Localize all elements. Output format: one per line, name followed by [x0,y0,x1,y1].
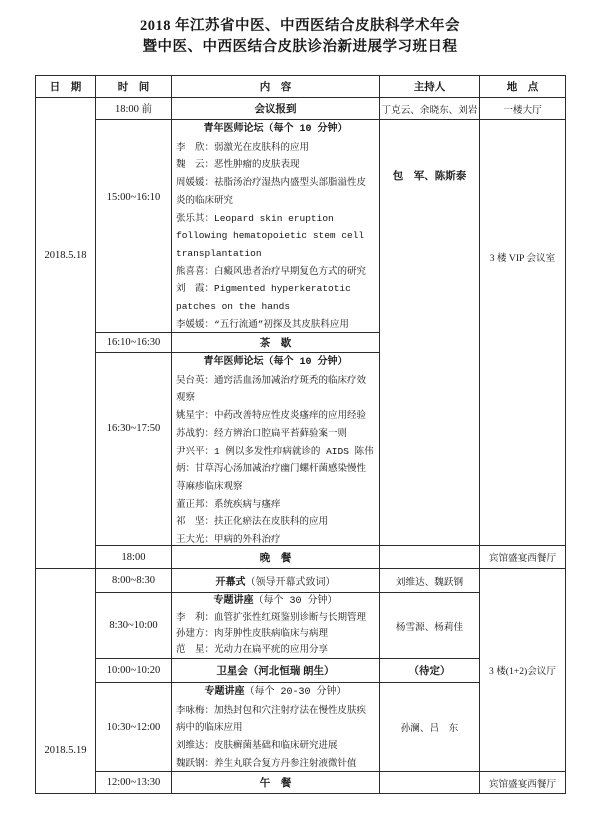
content-entry: 李 利：血管扩张性红斑鉴别诊断与长期管理 [176,612,367,623]
lecture2-title: 专题讲座（每个 20-30 分钟） [204,687,347,698]
time-cell-registration: 18:00 前 [96,98,172,120]
opening-subtitle: （领导开幕式致词） [245,577,336,588]
content-entry: 熊喜喜：白癜风患者治疗早期复色方式的研究 [176,265,367,277]
header-cell-time: 时 间 [96,76,172,98]
content-entry: 李咏梅：加热封包和穴注射疗法在慢性皮肤疾病中的临床应用 [176,704,367,734]
content-cell-tea: 茶 歇 [172,333,380,353]
time-cell-forum2: 16:30~17:50 [96,353,172,546]
content-cell-opening [172,569,380,593]
content-cell-lecture2 [172,683,380,772]
location-cell-lunch: 宾馆盛宴西餐厅 [480,772,566,794]
lecture1-title: 专题讲座（每个 30 分钟） [213,596,338,607]
content-entry: 魏 云：恶性肿瘤的皮肤表现 [176,159,300,171]
header-cell-date: 日 期 [36,76,96,98]
host-cell-forum-block: 包 军、陈斯泰 [380,120,480,546]
location-cell-day2-block: 3 楼(1+2)会议厅 [480,569,566,772]
opening-title: 开幕式 [215,577,246,588]
time-cell-satellite: 10:00~10:20 [96,659,172,683]
content-entry: 张乐其：Leopard skin eruption following hematopoietic stem cell transplantation [176,212,365,259]
lecture1-entries [176,610,375,658]
content-entry: 魏跃钢：养生丸联合复方丹参注射液微针值 [176,757,357,769]
content-entry: 刘维达：皮肤癣菌基础和临床研究进展 [176,740,338,752]
host-cell-lecture1: 杨雪源、杨莉佳 [380,593,480,659]
content-cell-lecture1 [172,593,380,659]
location-cell-dinner: 宾馆盛宴西餐厅 [480,546,566,569]
content-entry: 苏战豹：经方辨治口腔扁平苔藓验案一则 [176,427,348,439]
content-entry: 董正邦：系统疾病与瘙痒 [176,498,281,510]
content-cell-forum2 [172,353,380,546]
host-cell-registration: 丁克云、余晓东、刘岩 [380,98,480,120]
location-cell-registration: 一楼大厅 [480,98,566,120]
content-entry: 李 欣：弱激光在皮肤科的应用 [176,141,310,153]
date-cell-day1: 2018.5.18 [36,98,96,569]
content-entry: 范 星：光动力在扁平疣的应用分享 [176,644,329,655]
forum2-title: 青年医师论坛（每个 10 分钟） [203,357,348,368]
content-entry: 王大光：甲病的外科治疗 [176,534,281,546]
forum1-entries [176,139,375,333]
time-cell-lunch: 12:00~13:30 [96,772,172,794]
host-cell-dinner-empty [380,546,480,569]
time-cell-tea: 16:10~16:30 [96,333,172,353]
header-cell-location: 地 点 [480,76,566,98]
content-cell-satellite: 卫星会（河北恒瑞 朗生） [172,659,380,683]
document-title [0,0,600,58]
location-cell-day1-block: 3 楼 VIP 会议室 [480,120,566,546]
content-cell-lunch: 午 餐 [172,772,380,794]
content-cell-registration: 会议报到 [172,98,380,120]
header-cell-content: 内 容 [172,76,380,98]
forum2-entries [176,372,375,546]
content-cell-dinner: 晚 餐 [172,546,380,569]
schedule-table [35,75,566,794]
time-cell-dinner: 18:00 [96,546,172,569]
content-entry: 周媛媛：祛脂汤治疗湿热内盛型头部脂溢性皮炎的临床研究 [176,177,367,206]
date-cell-day2: 2018.5.19 [36,569,96,794]
time-cell-opening: 8:00~8:30 [96,569,172,593]
header-cell-host: 主持人 [380,76,480,98]
lecture2-entries [176,702,375,772]
time-cell-forum1: 15:00~16:10 [96,120,172,333]
content-entry: 刘 霞：Pigmented hyperkeratotic patches on the hands [176,283,351,313]
time-cell-lecture2: 10:30~12:00 [96,683,172,772]
content-entry: 李媛媛：“五行流通”初探及其皮肤科应用 [176,318,349,330]
title-line-1: 2018 年江苏省中医、中西医结合皮肤科学术年会 [139,18,461,34]
content-entry: 祁 坚：扶正化瘀法在皮肤科的应用 [176,516,329,528]
title-line-2: 暨中医、中西医结合皮肤诊治新进展学习班日程 [142,39,458,55]
host-cell-satellite: （待定） [380,659,480,683]
content-cell-forum1 [172,120,380,333]
time-cell-lecture1: 8:30~10:00 [96,593,172,659]
content-entry: 吴台英：通窍活血汤加减治疗斑秃的临床疗效观察 [176,374,367,404]
content-entry: 姚星宇：中药改善特应性皮炎瘙痒的应用经验 [176,410,367,422]
host-cell-lunch-empty [380,772,480,794]
host-cell-lecture2: 孙澜、吕 东 [380,683,480,772]
host-cell-opening: 刘维达、魏跃钢 [380,569,480,593]
content-entry: 孙建方：肉芽肿性皮肤病临床与病理 [176,628,329,639]
forum1-title: 青年医师论坛（每个 10 分钟） [203,124,348,135]
content-entry: 尹兴平：1 例以多发性疖病就诊的 AIDS 陈伟炳：甘草泻心汤加减治疗幽门螺杆菌感染慢性荨麻疹临床观察 [176,445,374,492]
